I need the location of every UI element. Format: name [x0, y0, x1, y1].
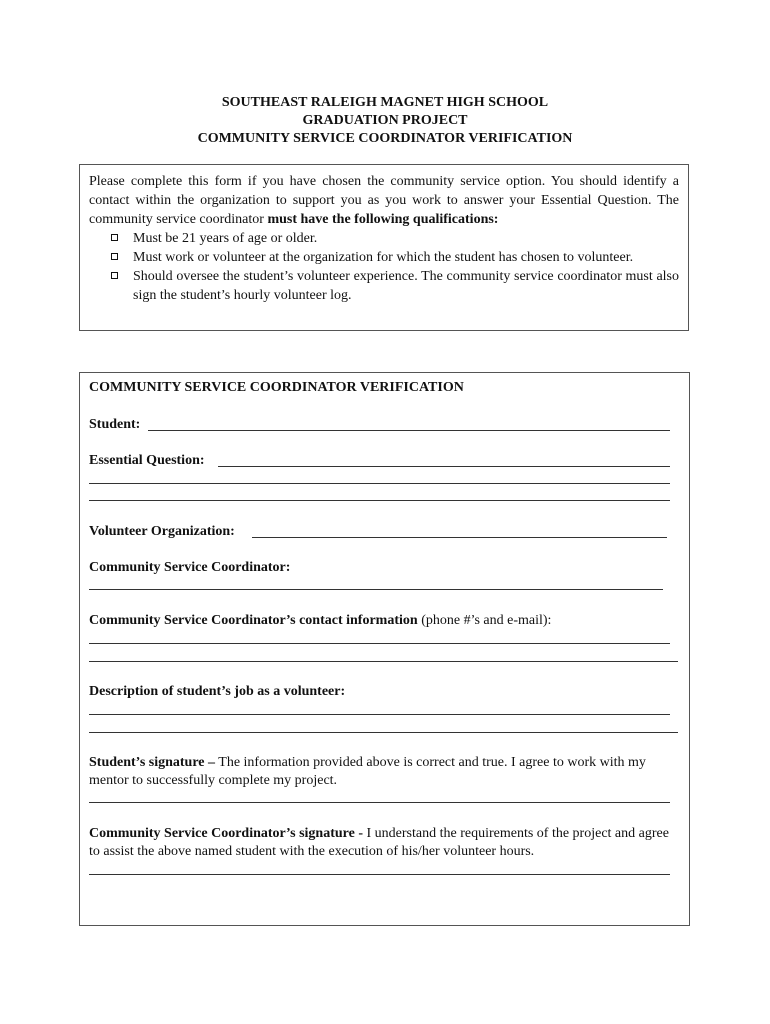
contact-info-field[interactable] — [89, 643, 670, 644]
student-label: Student: — [89, 417, 141, 432]
contact-info-line-2[interactable] — [89, 661, 678, 662]
volunteer-organization-field[interactable] — [252, 537, 667, 538]
student-signature-field[interactable] — [89, 802, 670, 803]
essential-question-line-3[interactable] — [89, 500, 670, 501]
checkbox-bullet-icon — [111, 234, 118, 241]
contact-info-label: Community Service Coordinator’s contact information — [89, 613, 418, 628]
form-title: COMMUNITY SERVICE COORDINATOR VERIFICATION — [89, 380, 464, 395]
student-field[interactable] — [148, 430, 670, 431]
coordinator-label: Community Service Coordinator: — [89, 560, 291, 575]
essential-question-field[interactable] — [218, 466, 670, 467]
volunteer-organization-label: Volunteer Organization: — [89, 524, 235, 539]
document-title: COMMUNITY SERVICE COORDINATOR VERIFICATION — [197, 131, 573, 146]
qualifications-heading: must have the following qualifications: — [267, 212, 499, 227]
qualification-item — [111, 229, 679, 248]
student-signature-text: The information provided above is correct and true. I agree to work with my mentor to successfully complete my project. — [89, 755, 646, 788]
qualification-item — [111, 267, 679, 305]
qualification-text: Must work or volunteer at the organization for which the student has chosen to volunteer. — [133, 250, 634, 265]
checkbox-bullet-icon — [111, 272, 118, 279]
coordinator-signature-text: I understand the requirements of the project and agree to assist the above named student with the execution of his/her volunteer hours. — [89, 826, 669, 859]
qualification-text: Must be 21 years of age or older. — [133, 231, 318, 246]
coordinator-signature-field[interactable] — [89, 874, 670, 875]
job-description-field[interactable] — [89, 714, 670, 715]
essential-question-line-2[interactable] — [89, 483, 670, 484]
verification-form — [79, 372, 690, 926]
essential-question-label: Essential Question: — [89, 453, 205, 468]
contact-info-note: (phone #’s and e-mail): — [417, 613, 552, 628]
coordinator-signature-label: Community Service Coordinator’s signature - — [89, 826, 364, 841]
document-header — [0, 94, 770, 148]
qualifications-list — [89, 229, 679, 305]
qualification-text: Should oversee the student’s volunteer experience. The community service coordinator must also sign the student’s hourly volunteer log. — [133, 269, 679, 303]
coordinator-field[interactable] — [89, 589, 663, 590]
instructions-intro-text: Please complete this form if you have chosen the community service option. You should identify a contact within the organization to support you as you work to answer your Essential Question. The community service coordinator — [89, 174, 679, 227]
contact-info-label-row — [89, 612, 551, 630]
student-signature-statement — [89, 754, 679, 790]
student-signature-label: Student’s signature – — [89, 755, 216, 770]
instructions-intro — [89, 172, 679, 229]
checkbox-bullet-icon — [111, 253, 118, 260]
school-name: SOUTHEAST RALEIGH MAGNET HIGH SCHOOL — [221, 95, 549, 110]
coordinator-signature-statement — [89, 825, 681, 861]
project-name: GRADUATION PROJECT — [302, 113, 468, 128]
job-description-line-2[interactable] — [89, 732, 678, 733]
qualification-item — [111, 248, 679, 267]
job-description-label: Description of student’s job as a volunteer: — [89, 684, 346, 699]
instructions-box — [79, 164, 689, 331]
